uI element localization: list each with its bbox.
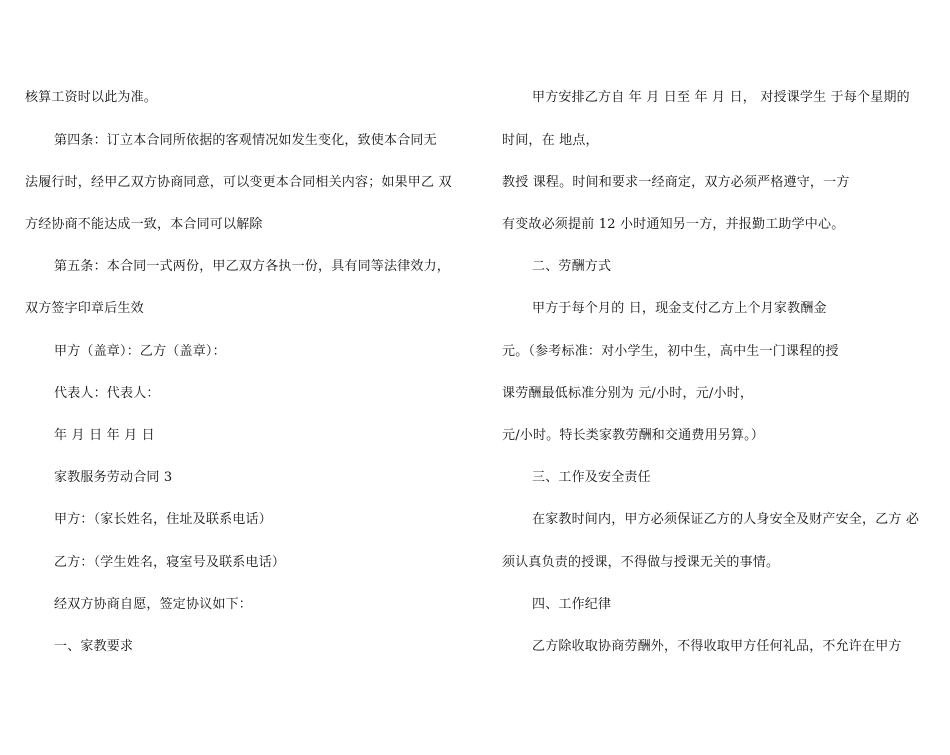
text-line: 核算工资时以此为准。: [25, 90, 158, 105]
text-line: 时间，在 地点，: [502, 133, 599, 148]
seal-line: 甲方（盖章）：乙方（盖章）：: [54, 344, 226, 359]
contract-title: 家教服务劳动合同 3: [54, 470, 173, 485]
section-four-heading: 四、工作纪律: [532, 597, 612, 612]
party-a-line: 甲方：（家长姓名，住址及联系电话）: [54, 512, 272, 527]
text-line: 教授 课程。时间和要求一经商定，双方必须严格遵守，一方: [502, 175, 850, 190]
text-line: 元/小时。特长类家教劳酬和交通费用另算。）: [502, 428, 765, 443]
agreement-intro: 经双方协商自愿，签定协议如下：: [54, 597, 253, 612]
clause-four-heading: 第四条：订立本合同所依据的客观情况如发生变化，致使本合同无: [54, 133, 437, 148]
representative-line: 代表人：代表人：: [54, 386, 160, 401]
text-line: 乙方除收取协商劳酬外，不得收取甲方任何礼品，不允许在甲方: [532, 639, 902, 654]
date-line: 年 月 日 年 月 日: [54, 428, 155, 443]
right-column: [480, 0, 950, 755]
text-line: 须认真负责的授课，不得做与授课无关的事情。: [502, 555, 780, 570]
text-line: 方经协商不能达成一致，本合同可以解除: [25, 217, 263, 232]
section-one-heading: 一、家教要求: [54, 639, 134, 654]
section-three-heading: 三、工作及安全责任: [532, 470, 651, 485]
text-line: 课劳酬最低标准分别为 元/小时，元/小时，: [502, 386, 754, 401]
text-line: 元。（参考标准：对小学生，初中生，高中生一门课程的授: [502, 344, 839, 359]
clause-five-heading: 第五条：本合同一式两份，甲乙双方各执一份，具有同等法律效力，: [54, 259, 451, 274]
party-b-line: 乙方：（学生姓名，寝室号及联系电话）: [54, 555, 286, 570]
section-two-heading: 二、劳酬方式: [532, 259, 612, 274]
text-line: 在家教时间内，甲方必须保证乙方的人身安全及财产安全，乙方 必: [532, 512, 920, 527]
text-line: 法履行时，经甲乙双方协商同意，可以变更本合同相关内容；如果甲乙 双: [25, 175, 452, 190]
text-line: 甲方于每个月的 日，现金支付乙方上个月家教酬金: [532, 301, 827, 316]
text-line: 甲方安排乙方自 年 月 日至 年 月 日， 对授课学生 于每个星期的: [532, 90, 910, 105]
text-line: 双方签字印章后生效: [25, 301, 144, 316]
text-line: 有变故必须提前 12 小时通知另一方，并报勤工助学中心。: [502, 217, 845, 232]
